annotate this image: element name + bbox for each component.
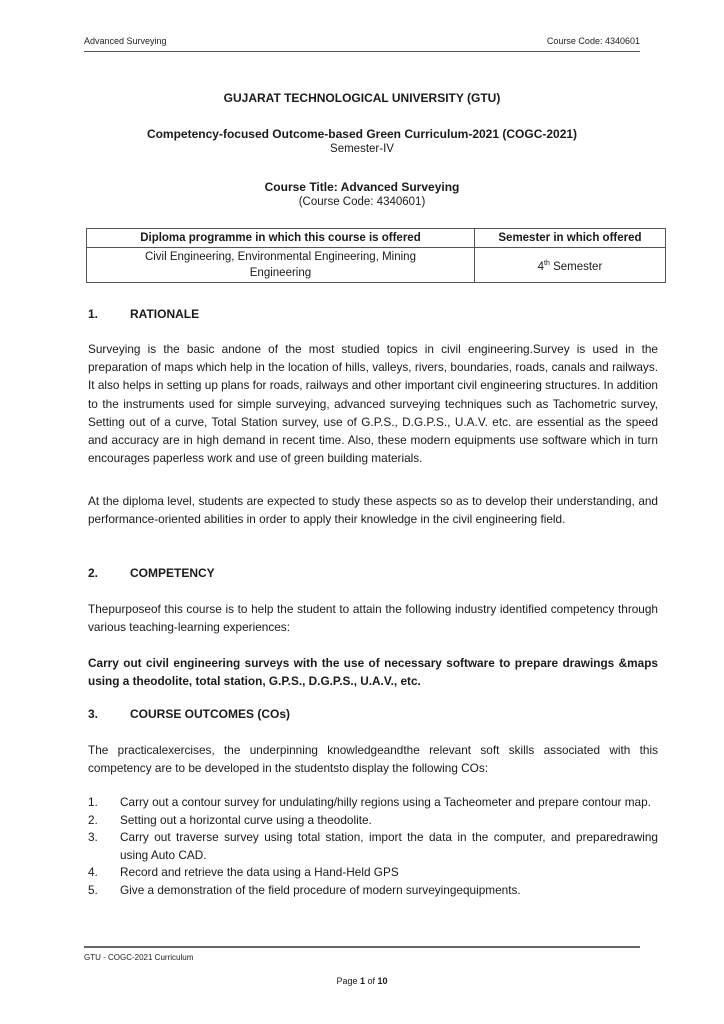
list-item [88, 882, 658, 900]
rationale-paragraph-1: Surveying is the basic andone of the most studied topics in civil engineering.Survey is used in the preparation of maps which help in the location of hills, valleys, rivers, boundaries, roads, canals and railways. It also helps in setting up plans for roads, railways and other important civil engineering structures. In addition to the instruments used for simple surveying, advanced surveying techniques such as Tachometric survey, Setting out of a curve, Total Station survey, use of G.P.S., D.G.P.S., U.A.V. etc. are essential as the speed and accuracy are in high demand in recent time. Also, these modern equipments use software which in turn encourages paperless work and use of green building materials. [88, 342, 658, 466]
section-heading-competency [88, 566, 215, 580]
page-header [84, 36, 640, 50]
page-current: 1 [359, 976, 365, 986]
course-outcomes-list [88, 794, 658, 900]
page-word: Page [336, 976, 358, 986]
section-heading-rationale [88, 307, 199, 321]
table-row [87, 248, 666, 283]
item-number: 5. [88, 882, 98, 897]
page-of: of [367, 976, 376, 986]
course-code: (Course Code: 4340601) [298, 196, 426, 208]
curriculum-title: Competency-focused Outcome-based Green Curriculum-2021 (COGC-2021) [146, 127, 578, 141]
page-total: 10 [377, 976, 388, 986]
section-title: COMPETENCY [130, 566, 215, 580]
section-number: 1. [88, 307, 99, 321]
item-number: 4. [88, 865, 98, 880]
item-text: Give a demonstration of the field procedure of modern surveyingequipments. [120, 882, 521, 897]
competency-intro: Thepurposeof this course is to help the student to attain the following industry identified competency through various teaching-learning experiences: [88, 602, 658, 635]
cell-programme: Civil Engineering, Environmental Engineering, Mining Engineering [87, 248, 475, 283]
section-heading-course-outcomes [88, 707, 290, 721]
item-text: Record and retrieve the data using a Hand-Held GPS [120, 865, 399, 880]
section-number: 2. [88, 566, 99, 580]
section-number: 3. [88, 707, 99, 721]
column-header-programme: Diploma programme in which this course is offered [87, 229, 475, 248]
page-number [0, 976, 724, 986]
list-item [88, 794, 658, 812]
header-course-code: Course Code: 4340601 [546, 36, 640, 46]
course-title: Course Title: Advanced Surveying [264, 180, 460, 194]
semester-word: Semester [549, 260, 603, 273]
university-title: GUJARAT TECHNOLOGICAL UNIVERSITY (GTU) [223, 91, 501, 105]
item-number: 1. [88, 795, 98, 809]
list-item [88, 864, 658, 882]
rationale-paragraph-2: At the diploma level, students are expected to study these aspects so as to develop their understanding, and performance-oriented abilities in order to apply their knowledge in the civil engineering field. [88, 494, 658, 527]
item-text: Carry out traverse survey using total station, import the data in the computer, and preparedrawing using Auto CAD. [120, 830, 658, 862]
course-outcomes-intro: The practicalexercises, the underpinning knowledgeandthe relevant soft skills associated with this competency are to be developed in the studentsto display the following COs: [88, 743, 658, 776]
item-text: Setting out a horizontal curve using a theodolite. [120, 812, 372, 827]
footer-curriculum-label: GTU - COGC-2021 Curriculum [84, 953, 194, 962]
section-title: COURSE OUTCOMES (COs) [130, 707, 291, 721]
list-item [88, 812, 658, 830]
list-item [88, 829, 658, 864]
section-title: RATIONALE [130, 307, 200, 321]
item-text: Carry out a contour survey for undulating/hilly regions using a Tacheometer and prepare contour map. [120, 795, 651, 809]
semester-ordinal: th [544, 259, 550, 267]
header-course-name: Advanced Surveying [84, 36, 167, 46]
item-number: 3. [88, 830, 98, 845]
footer-divider [84, 946, 640, 948]
programme-offer-table [86, 228, 666, 283]
semester-number: 4 [537, 260, 545, 273]
item-number: 2. [88, 812, 98, 827]
header-divider [84, 51, 640, 52]
table-header-row [87, 229, 666, 248]
competency-statement: Carry out civil engineering surveys with the use of necessary software to prepare drawings &maps using a theodolite, total station, G.P.S., D.G.P.S., U.A.V., etc. [88, 656, 658, 689]
semester-label: Semester-IV [330, 143, 394, 155]
column-header-semester: Semester in which offered [474, 229, 665, 248]
cell-semester [474, 248, 665, 283]
